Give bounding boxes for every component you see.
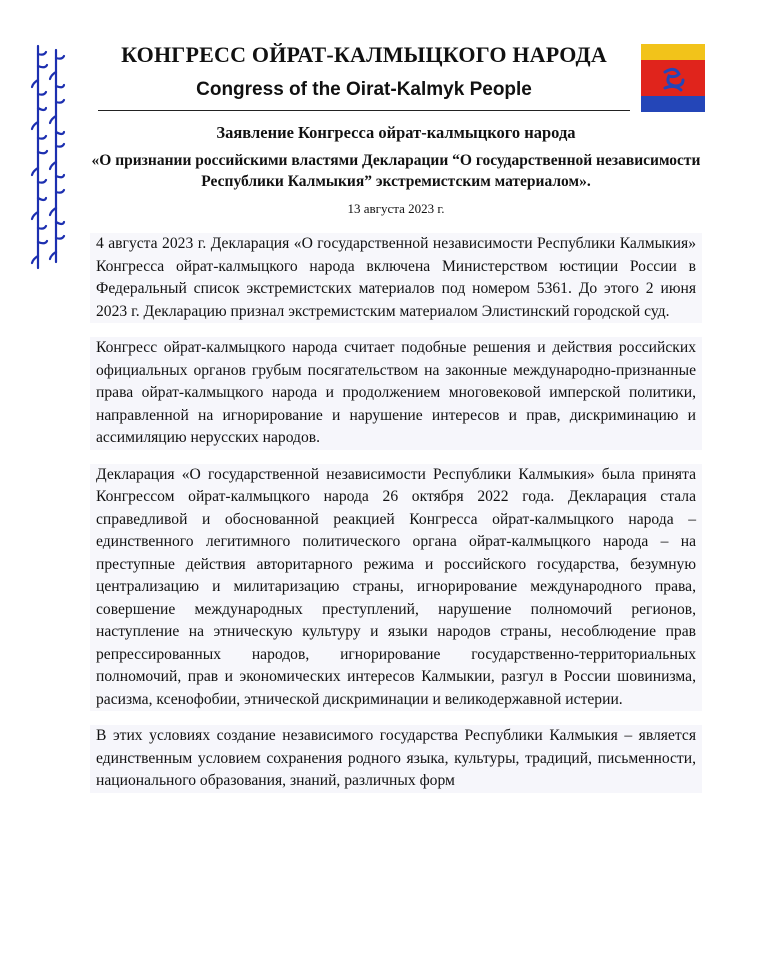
statement-heading xyxy=(90,121,702,192)
document-header xyxy=(98,40,630,105)
statement-subtitle: «О признании российскими властями Декларации “О государственной независимости Республики Калмыкия” экстремистским материалом». xyxy=(91,152,701,190)
statement-date: 13 августа 2023 г. xyxy=(347,201,445,216)
kalmyk-flag-icon xyxy=(641,44,705,112)
statement-title: Заявление Конгресса ойрат-калмыцкого народа xyxy=(216,123,576,142)
header-divider xyxy=(98,110,630,111)
statement-body xyxy=(90,233,702,807)
header-title-en: Congress of the Oirat-Kalmyk People xyxy=(196,79,532,100)
oirat-script-icon xyxy=(30,42,70,272)
paragraph: 4 августа 2023 г. Декларация «О государственной независимости Республики Калмыкия» Конгресса ойрат-калмыцкого народа включена Министерством юстиции России в Федеральный список экстремистских материалов под номером 5361. До этого 2 июня 2023 г. Декларацию признал экстремистским материалом Элистинский городской суд. xyxy=(90,233,702,323)
paragraph: Декларация «О государственной независимости Республики Калмыкия» была принята Конгрессом ойрат-калмыцкого народа 26 октября 2022 года. Декларация стала справедливой и обоснованной реакцией Конгресса ойрат-калмыцкого народа – единственного легитимного политического органа ойрат-калмыцкого народа – на преступные действия авторитарного режима и российского государства, безумную централизацию и милитаризацию страны, игнорирование международного права, совершение международных преступлений, нарушение полномочий регионов, наступление на этническую культуру и языки народов страны, несоблюдение прав репрессированных народов, игнорирование государственно-территориальных полномочий, прав и экономических интересов Калмыкии, разгул в России шовинизма, расизма, ксенофобии, этнической дискриминации и великодержавной истерии. xyxy=(90,464,702,712)
header-title-ru: КОНГРЕСС ОЙРАТ-КАЛМЫЦКОГО НАРОДА xyxy=(121,42,607,67)
paragraph: В этих условиях создание независимого государства Республики Калмыкия – является единственным условием сохранения родного языка, культуры, традиций, письменности, национального образования, знаний, различных форм xyxy=(90,725,702,793)
paragraph: Конгресс ойрат-калмыцкого народа считает подобные решения и действия российских официальных органов грубым посягательством на законные международно-признанные права ойрат-калмыцкого народа и продолжением многовековой имперской политики, направленной на игнорирование и нарушение интересов и прав, дискриминацию и ассимиляцию нерусских народов. xyxy=(90,337,702,450)
